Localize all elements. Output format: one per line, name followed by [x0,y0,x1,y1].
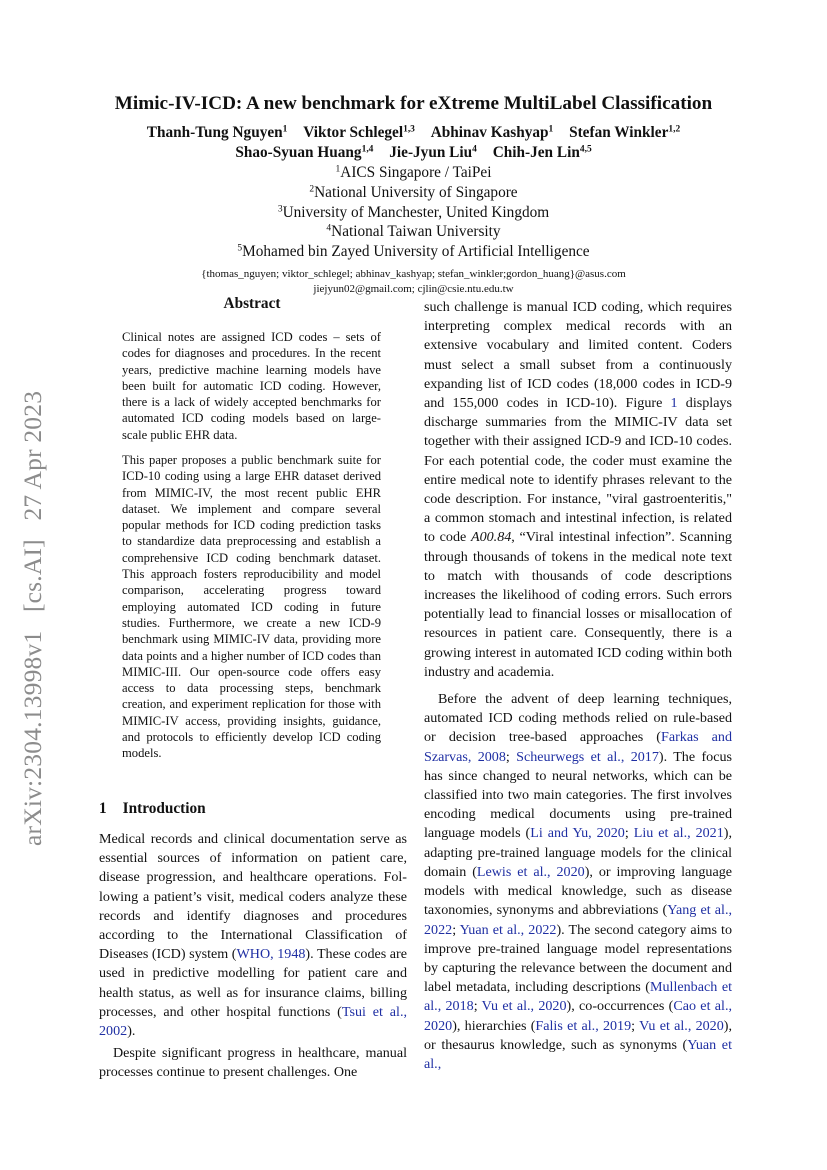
author-line-1 [0,123,827,143]
citation-link[interactable]: Lewis et al., 2020 [476,863,585,880]
citation-link[interactable]: Scheurwegs et al., 2017 [516,748,659,765]
icd-code: A00.84 [470,529,512,546]
author: Abhinav Kashyap$^1$ [430,124,554,141]
email-line: jiejyun02@gmail.com; cjlin@csie.ntu.edu.tw [313,283,514,295]
citation-link[interactable]: Mullenbach et al., 2018 [424,979,732,1015]
citation-link[interactable]: Tsui et al., 2002 [99,1003,407,1040]
intro-paragraph-2-cont: such challenge is manual ICD coding, which requires interpreting complex medical records with an extensive vocabulary and limited content. Coders must select a small subset from a continuously expanding list of ICD codes (18,000 codes in ICD-9 and 155,000 codes in ICD-10). Figure 1 displays discharge summaries from the MIMIC-IV data set together with their assigned ICD-9 and ICD-10 codes. For each potential code, the coder must examine the entire medical note to identify phrases relevant to the code description. For instance, "viral gastroenteritis," a common stomach and intestinal infection, is related to code A00.84, “Viral intestinal infection”. Scanning through thousands of tokens in the medical note text to match with thousands of code descriptions increases the likelihood of coding errors. Such errors potentially lead to financial losses or misallocation of resources in patient care. Consequently, there is a growing interest in automated ICD coding within both industry and academia. [424,299,732,680]
affiliation: $^4$National Taiwan University [326,223,501,241]
author-line-2 [0,143,827,163]
intro-paragraph-1: Medical records and clinical documentation serve as essential sources of information on patient care, disease progression, and healthcare operations. Following a patient’s visit, medical coders analyze these records and identify diagnoses and procedures according to the International Classification of Diseases (ICD) system (WHO, 1948). These codes are used in predictive modelling for patient care and health status, as well as for insurance claims, billing processes, and other hospital functions (Tsui et al., 2002). [99,831,407,1040]
intro-paragraph-2: Despite significant progress in healthcare, manual processes continue to present challenges. One [99,1045,407,1081]
affiliation: $^1$AICS Singapore / TaiPei [335,164,492,181]
citation-link[interactable]: Li and Yu, 2020 [530,825,625,842]
author-list [0,123,827,163]
affiliation: $^2$National University of Singapore [309,183,518,201]
figure-reference-link[interactable]: 1 [670,395,678,412]
author: Chih-Jen Lin$^{4,5}$ [492,144,592,161]
author: Thanh-Tung Nguyen$^1$ [146,124,288,141]
intro-paragraph-3: Before the advent of deep learning techniques, automated ICD coding methods relied on rule-based or decision tree-based approaches (Farkas and Szarvas, 2008; Scheurwegs et al., 2017). The focus has since changed to neural networks, which can be classified into two main categories. The first involves encoding medical documents using pre-trained language models (Li and Yu, 2020; Liu et al., 2021), adapting pre-trained language models for the clinical domain (Lewis et al., 2020), or improving language models with medical knowledge, such as disease taxonomies, synonyms and abbreviations (Yang et al., 2022; Yuan et al., 2022). The second category aims to improve pre-trained language model representations by capturing the relevance between the document and label metadata, including descriptions (Mullenbach et al., 2018; Vu et al., 2020), co-occurrences (Cao et al., 2020), hierarchies (Falis et al., 2019; Vu et al., 2020), or thesaurus knowledge, such as synonyms (Yuan et al., [424,691,732,1072]
arxiv-identifier-stamp [18,379,48,846]
citation-link[interactable]: Yuan et al., [424,1036,732,1072]
abstract-heading: Abstract [223,295,281,312]
arxiv-category: [cs.AI] [18,539,47,613]
abstract-paragraph-1: Clinical notes are assigned ICD codes – sets of codes for diagnoses and procedures. In the recent years, predictive machine learning models have been built for automatic ICD coding. However, there is a lack of widely accepted benchmarks for automated ICD coding models based on large-scale public EHR data. [122,330,381,442]
citation-link[interactable]: Farkas and Szarvas, 2008 [424,729,732,765]
email-list [0,264,827,299]
affiliation-list [0,163,827,262]
right-column-body [424,298,732,1074]
email-line: {thomas_nguyen; viktor_schlegel; abhinav_kashyap; stefan_winkler;gordon_huang}@asus.com [201,268,626,280]
paper-title: Mimic-IV-ICD: A new benchmark for eXtreme MultiLabel Classification [114,93,713,114]
citation-link[interactable]: Falis et al., 2019 [535,1017,632,1034]
citation-link[interactable]: Yang et al., 2022 [424,902,732,938]
author: Jie-Jyun Liu$^4$ [389,144,477,161]
citation-link[interactable]: Cao et al., 2020 [424,998,732,1034]
section-number: 1 [99,800,107,817]
section-heading-introduction [99,800,206,818]
citation-link[interactable]: Liu et al., 2021 [633,825,724,842]
arxiv-id: arXiv:2304.13998v1 [18,630,47,846]
citation-link[interactable]: Vu et al., 2020 [639,1017,724,1034]
author: Shao-Syuan Huang$^{1,4}$ [235,144,374,161]
author: Stefan Winkler$^{1,2}$ [569,124,681,141]
citation-link[interactable]: WHO, 1948 [236,946,306,963]
affiliation: $^3$University of Manchester, United Kingdom [277,203,550,221]
affiliation: $^5$Mohamed bin Zayed University of Artificial Intelligence [237,243,590,261]
author: Viktor Schlegel$^{1,3}$ [303,124,415,141]
section-title: Introduction [122,800,206,817]
arxiv-date: 27 Apr 2023 [18,390,47,521]
citation-link[interactable]: Yuan et al., 2022 [459,921,557,938]
left-column-body [99,830,407,1083]
abstract-paragraph-2: This paper proposes a public benchmark suite for ICD-10 coding using a large EHR dataset derived from MIMIC-IV, the most recent public EHR dataset. We implement and compare several popular methods for ICD coding prediction tasks to standardize data preprocessing and establish a comprehensive ICD coding benchmark dataset. This approach fosters reproducibility and model comparison, accelerating progress toward employing automated ICD coding in future studies. Furthermore, we create a new ICD-9 benchmark using MIMIC-IV data, providing more data points and a higher number of ICD codes than MIMIC-III. Our open-source code offers easy access to data processing steps, benchmark creation, and experiment replication for those with MIMIC-IV access, providing insights, guidance, and protocols to efficiently develop ICD coding models. [122,453,381,761]
citation-link[interactable]: Vu et al., 2020 [481,998,567,1015]
